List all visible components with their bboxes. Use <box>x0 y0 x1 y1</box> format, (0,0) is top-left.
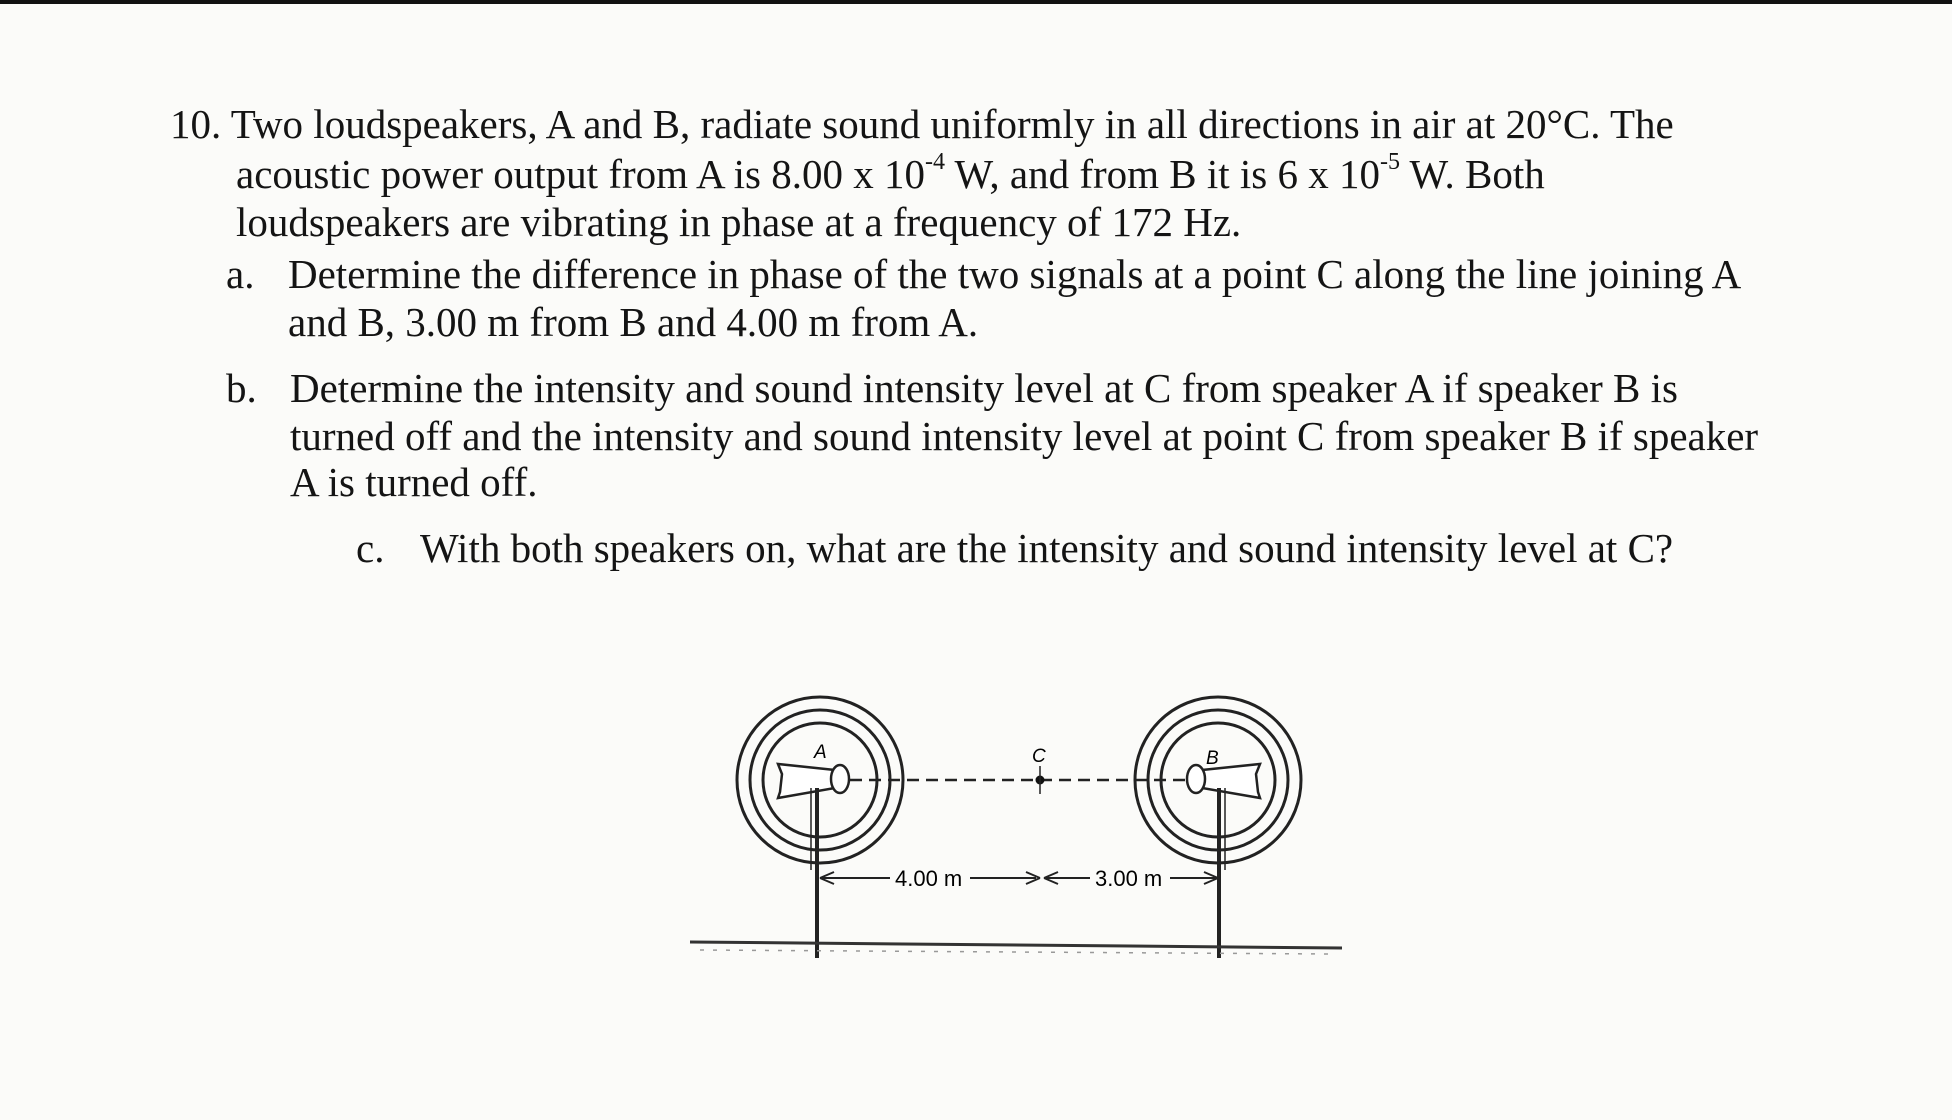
dimension-ac <box>820 866 1040 891</box>
speakers-diagram <box>670 680 1370 980</box>
dist-cb-label: 3.00 m <box>1095 866 1163 891</box>
part-c-line-1: With both speakers on, what are the intensity and sound intensity level at C? <box>420 525 1674 571</box>
stem-line-3: loudspeakers are vibrating in phase at a frequency of 172 Hz. <box>236 199 1242 245</box>
problem-number: 10. <box>170 101 222 147</box>
top-border <box>0 0 1952 4</box>
stem-line-1: 10. Two loudspeakers, A and B, radiate sound uniformly in all directions in air at 20°C. The <box>170 101 1674 147</box>
speaker-a-label: A <box>814 742 827 763</box>
speaker-a-cone <box>831 765 849 793</box>
part-a-line-2: and B, 3.00 m from B and 4.00 m from A. <box>288 299 979 345</box>
stem-line-2: acoustic power output from A is 8.00 x $10^{-4}$ W, and from B it is 6 x $10^{-5}$ W. Both <box>236 149 1545 197</box>
speaker-b <box>1135 697 1301 958</box>
dimension-cb <box>1044 866 1218 891</box>
part-a-label: a. <box>226 251 255 297</box>
ground-texture <box>700 950 1330 954</box>
part-b-line-2: turned off and the intensity and sound intensity level at point C from speaker B if speaker <box>290 413 1759 459</box>
part-b-label: b. <box>226 365 257 411</box>
ground-line <box>690 942 1342 948</box>
part-a-line-1: Determine the difference in phase of the two signals at a point C along the line joining A <box>288 251 1742 297</box>
part-b-line-3: A is turned off. <box>290 459 538 505</box>
speaker-a <box>737 697 903 958</box>
speaker-b-body <box>1202 764 1260 798</box>
speaker-b-cone <box>1187 765 1205 793</box>
dist-ac-label: 4.00 m <box>895 866 963 891</box>
speaker-b-label: B <box>1206 748 1219 769</box>
speaker-a-body <box>778 764 835 798</box>
part-b-line-1: Determine the intensity and sound intensity level at C from speaker A if speaker B is <box>290 365 1678 411</box>
point-c-label: C <box>1032 746 1046 767</box>
part-c-label: c. <box>356 525 385 571</box>
